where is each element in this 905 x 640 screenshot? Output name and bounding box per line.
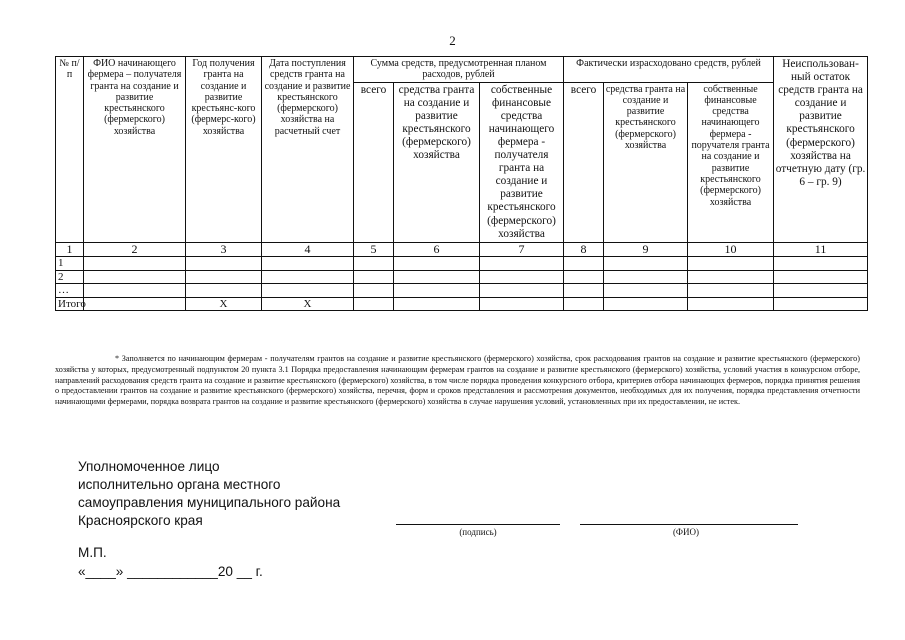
fio-caption: (ФИО) <box>672 527 700 537</box>
row-label: Итого <box>56 297 84 310</box>
fio-line <box>580 524 798 525</box>
column-number: 6 <box>394 242 480 257</box>
column-number: 5 <box>354 242 394 257</box>
header-actual-group: Фактически израсходовано средств, рублей <box>564 57 774 83</box>
table-cell <box>564 270 604 283</box>
table-cell <box>262 270 354 283</box>
table-cell <box>604 270 688 283</box>
table-cell <box>186 284 262 297</box>
table-cell <box>774 297 868 310</box>
table-cell <box>480 297 564 310</box>
table-cell: X <box>262 297 354 310</box>
page-number: 2 <box>449 33 456 48</box>
table-cell <box>84 284 186 297</box>
table-cell <box>688 284 774 297</box>
table-cell <box>564 284 604 297</box>
signatory-line: Красноярского края <box>78 513 203 528</box>
table-cell <box>480 270 564 283</box>
table-cell <box>688 257 774 270</box>
header-planned-grant: средства гранта на создание и развитие крестьянского (фермерского) хозяйства <box>394 82 480 242</box>
column-number-row <box>56 242 868 257</box>
column-number: 10 <box>688 242 774 257</box>
header-num: № п/п <box>56 57 84 243</box>
table-cell <box>774 257 868 270</box>
table-cell <box>604 284 688 297</box>
signature-line <box>396 524 560 525</box>
stamp-label: М.П. <box>78 545 107 560</box>
table-cell <box>774 284 868 297</box>
header-row-1 <box>56 57 868 83</box>
header-planned-total: всего <box>354 82 394 242</box>
table-cell <box>262 257 354 270</box>
table-cell <box>564 297 604 310</box>
table-cell <box>604 257 688 270</box>
column-number: 1 <box>56 242 84 257</box>
stamp-block <box>78 543 263 581</box>
table-cell <box>84 297 186 310</box>
column-number: 4 <box>262 242 354 257</box>
header-fio: ФИО начинающего фермера – получателя гранта на создание и развитие крестьянского (фермерского) хозяйства <box>84 57 186 243</box>
total-row <box>56 297 868 310</box>
report-table <box>55 56 868 311</box>
date-line: «____» ____________20 __ г. <box>78 564 263 579</box>
header-actual-own: собственные финансовые средства начинающего фермера - поручателя гранта на создание и развитие крестьянского (фермерского) хозяйства <box>688 82 774 242</box>
column-number: 2 <box>84 242 186 257</box>
table-cell <box>688 297 774 310</box>
table-cell <box>480 284 564 297</box>
footnote: * Заполняется по начинающим фермерам - получателям грантов на создание и развитие крестьянского (фермерского) хозяйства, срок расходования грантов на создание и развитие крестьянского (фермерского) хозяйства у которых, предусмотренный подпунктом 20 пункта 3.1 Порядка предоставления начинающим фермерам грантов на создание и развитие крестьянского (фермерского) хозяйства, условий участия в конкурсном отборе, направлений расходования средств гранта на создание и развитие крестьянского (фермерского) хозяйства, в том числе порядка проведения конкурсного отбора, критериев отбора начинающих фермеров, порядка принятия решения о предоставлении грантов на создание и развитие крестьянского (фермерского) хозяйства, перечня, форм и сроков представления и рассмотрения документов, необходимых для их получения, порядка представления отчетности начинающими фермерами, порядка возврата грантов на создание и развитие крестьянского (фермерского) хозяйства в случае нарушения условий, установленных при их предоставлении, не истек. <box>55 354 860 407</box>
column-number: 11 <box>774 242 868 257</box>
table-cell <box>262 284 354 297</box>
header-actual-grant: средства гранта на создание и развитие крестьянского (фермерского) хозяйства <box>604 82 688 242</box>
column-number: 3 <box>186 242 262 257</box>
table-cell <box>394 284 480 297</box>
table-cell <box>354 284 394 297</box>
signatory-line: Уполномоченное лицо <box>78 459 220 474</box>
table-row <box>56 284 868 297</box>
row-label: 2 <box>56 270 84 283</box>
signatory-block <box>78 458 340 530</box>
table-cell <box>186 257 262 270</box>
table-cell <box>186 270 262 283</box>
table-cell <box>394 270 480 283</box>
table-cell <box>84 270 186 283</box>
table-row <box>56 257 868 270</box>
column-number: 9 <box>604 242 688 257</box>
table-cell <box>354 257 394 270</box>
table-cell: X <box>186 297 262 310</box>
table-cell <box>688 270 774 283</box>
row-label: 1 <box>56 257 84 270</box>
table-cell <box>564 257 604 270</box>
signatory-line: самоуправления муниципального района <box>78 495 341 510</box>
table-row <box>56 270 868 283</box>
table-cell <box>604 297 688 310</box>
header-year: Год получения гранта на создание и развитие крестьянс-кого (фермерс-кого) хозяйства <box>186 57 262 243</box>
table-cell <box>354 270 394 283</box>
signatory-line: исполнительно органа местного <box>78 477 281 492</box>
column-number: 8 <box>564 242 604 257</box>
table-cell <box>84 257 186 270</box>
table-cell <box>480 257 564 270</box>
header-planned-own: собственные финансовые средства начинающего фермера - получателя гранта на создание и развитие крестьянского (фермерского) хозяйства <box>480 82 564 242</box>
table-cell <box>394 297 480 310</box>
table-cell <box>354 297 394 310</box>
header-actual-total: всего <box>564 82 604 242</box>
row-label: … <box>56 284 84 297</box>
table-cell <box>394 257 480 270</box>
column-number: 7 <box>480 242 564 257</box>
signature-caption: (подпись) <box>459 527 497 537</box>
header-remaining: Неиспользован-ный остаток средств гранта на создание и развитие крестьянского (фермерского) хозяйства на отчетную дату (гр. 6 – гр. 9) <box>774 57 868 243</box>
header-planned-group: Сумма средств, предусмотренная планом расходов, рублей <box>354 57 564 83</box>
table-cell <box>774 270 868 283</box>
header-date: Дата поступления средств гранта на создание и развитие крестьянского (фермерского) хозяйства на расчетный счет <box>262 57 354 243</box>
